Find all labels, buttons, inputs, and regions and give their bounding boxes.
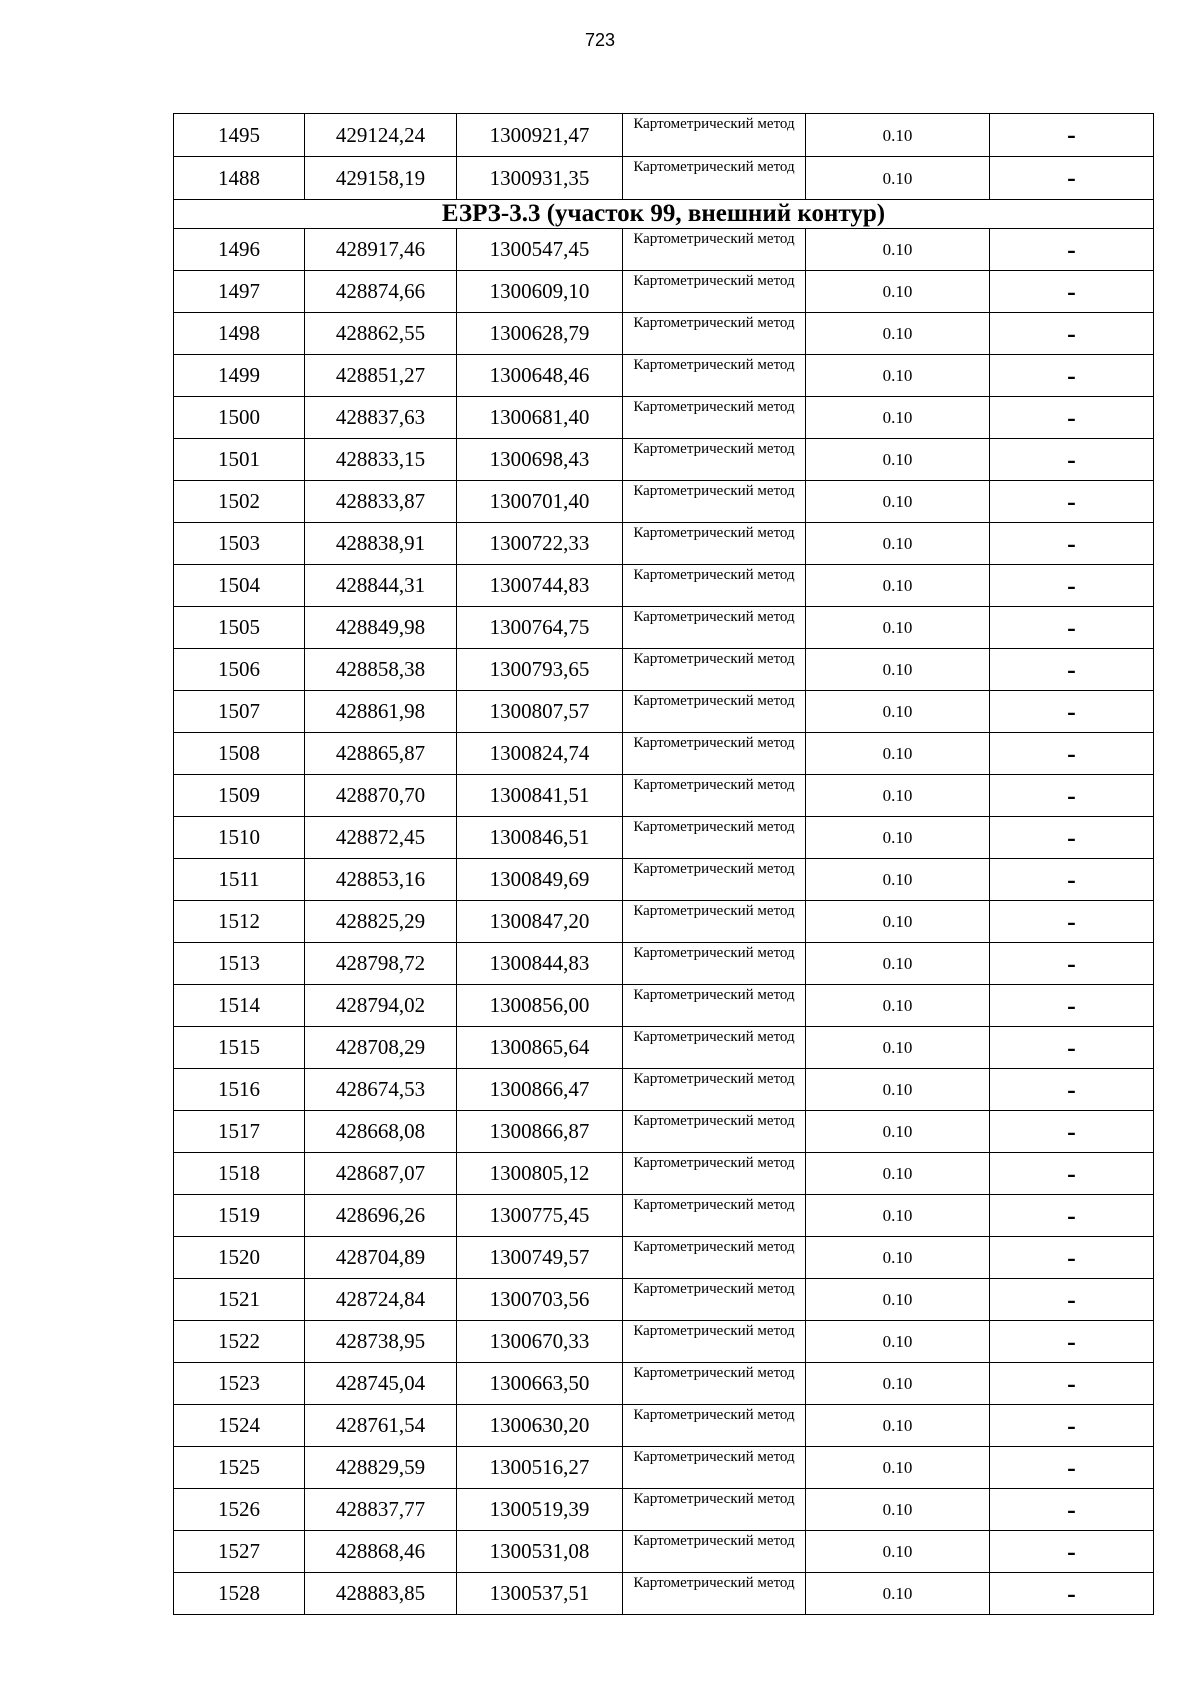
table-row (174, 1069, 1154, 1111)
note-cell: - (990, 271, 1154, 313)
note-cell: - (990, 565, 1154, 607)
note-cell: - (990, 1405, 1154, 1447)
y-coordinate-cell: 1300628,79 (457, 313, 623, 355)
accuracy-cell: 0.10 (806, 1447, 990, 1489)
note-cell: - (990, 229, 1154, 271)
method-cell: Картометрический метод (623, 733, 806, 775)
table-row (174, 859, 1154, 901)
table-row (174, 901, 1154, 943)
method-cell: Картометрический метод (623, 565, 806, 607)
method-cell: Картометрический метод (623, 1405, 806, 1447)
table-row (174, 523, 1154, 565)
accuracy-cell: 0.10 (806, 565, 990, 607)
x-coordinate-cell: 429158,19 (305, 157, 457, 200)
accuracy-cell: 0.10 (806, 481, 990, 523)
accuracy-cell: 0.10 (806, 1573, 990, 1615)
accuracy-cell: 0.10 (806, 775, 990, 817)
point-number-cell: 1500 (174, 397, 305, 439)
point-number-cell: 1501 (174, 439, 305, 481)
y-coordinate-cell: 1300793,65 (457, 649, 623, 691)
y-coordinate-cell: 1300516,27 (457, 1447, 623, 1489)
x-coordinate-cell: 428838,91 (305, 523, 457, 565)
page-number: 723 (584, 30, 616, 50)
method-cell: Картометрический метод (623, 649, 806, 691)
y-coordinate-cell: 1300701,40 (457, 481, 623, 523)
accuracy-cell: 0.10 (806, 1237, 990, 1279)
note-cell: - (990, 733, 1154, 775)
accuracy-cell: 0.10 (806, 607, 990, 649)
table-row (174, 1027, 1154, 1069)
x-coordinate-cell: 428794,02 (305, 985, 457, 1027)
y-coordinate-cell: 1300670,33 (457, 1321, 623, 1363)
method-cell: Картометрический метод (623, 775, 806, 817)
note-cell: - (990, 649, 1154, 691)
table-row (174, 1531, 1154, 1573)
method-cell: Картометрический метод (623, 481, 806, 523)
table-row (174, 817, 1154, 859)
table-row (174, 1363, 1154, 1405)
table-row (174, 1195, 1154, 1237)
note-cell: - (990, 1153, 1154, 1195)
x-coordinate-cell: 428865,87 (305, 733, 457, 775)
note-cell: - (990, 1111, 1154, 1153)
accuracy-cell: 0.10 (806, 901, 990, 943)
table-row (174, 1111, 1154, 1153)
x-coordinate-cell: 428851,27 (305, 355, 457, 397)
accuracy-cell: 0.10 (806, 1111, 990, 1153)
method-cell: Картометрический метод (623, 817, 806, 859)
method-cell: Картометрический метод (623, 313, 806, 355)
x-coordinate-cell: 428837,77 (305, 1489, 457, 1531)
table-section (174, 200, 1154, 229)
x-coordinate-cell: 428861,98 (305, 691, 457, 733)
point-number-cell: 1510 (174, 817, 305, 859)
method-cell: Картометрический метод (623, 1153, 806, 1195)
note-cell: - (990, 691, 1154, 733)
table-row (174, 1153, 1154, 1195)
x-coordinate-cell: 428687,07 (305, 1153, 457, 1195)
note-cell: - (990, 607, 1154, 649)
point-number-cell: 1503 (174, 523, 305, 565)
x-coordinate-cell: 428868,46 (305, 1531, 457, 1573)
point-number-cell: 1520 (174, 1237, 305, 1279)
note-cell: - (990, 355, 1154, 397)
note-cell: - (990, 1321, 1154, 1363)
x-coordinate-cell: 428862,55 (305, 313, 457, 355)
accuracy-cell: 0.10 (806, 1321, 990, 1363)
note-cell: - (990, 943, 1154, 985)
point-number-cell: 1496 (174, 229, 305, 271)
method-cell: Картометрический метод (623, 1237, 806, 1279)
point-number-cell: 1512 (174, 901, 305, 943)
note-cell: - (990, 313, 1154, 355)
table-row (174, 481, 1154, 523)
method-cell: Картометрический метод (623, 157, 806, 200)
x-coordinate-cell: 428872,45 (305, 817, 457, 859)
x-coordinate-cell: 429124,24 (305, 114, 457, 157)
method-cell: Картометрический метод (623, 397, 806, 439)
note-cell: - (990, 1069, 1154, 1111)
note-cell: - (990, 901, 1154, 943)
accuracy-cell: 0.10 (806, 1027, 990, 1069)
note-cell: - (990, 985, 1154, 1027)
accuracy-cell: 0.10 (806, 114, 990, 157)
point-number-cell: 1505 (174, 607, 305, 649)
y-coordinate-cell: 1300856,00 (457, 985, 623, 1027)
accuracy-cell: 0.10 (806, 1405, 990, 1447)
method-cell: Картометрический метод (623, 1489, 806, 1531)
point-number-cell: 1525 (174, 1447, 305, 1489)
accuracy-cell: 0.10 (806, 1195, 990, 1237)
method-cell: Картометрический метод (623, 691, 806, 733)
y-coordinate-cell: 1300921,47 (457, 114, 623, 157)
note-cell: - (990, 523, 1154, 565)
method-cell: Картометрический метод (623, 1573, 806, 1615)
note-cell: - (990, 1237, 1154, 1279)
note-cell: - (990, 1573, 1154, 1615)
point-number-cell: 1513 (174, 943, 305, 985)
table-row (174, 565, 1154, 607)
coordinates-table (173, 113, 1154, 1615)
method-cell: Картометрический метод (623, 1027, 806, 1069)
x-coordinate-cell: 428917,46 (305, 229, 457, 271)
y-coordinate-cell: 1300698,43 (457, 439, 623, 481)
table-row (174, 439, 1154, 481)
note-cell: - (990, 439, 1154, 481)
table-row (174, 114, 1154, 157)
accuracy-cell: 0.10 (806, 943, 990, 985)
y-coordinate-cell: 1300547,45 (457, 229, 623, 271)
point-number-cell: 1511 (174, 859, 305, 901)
accuracy-cell: 0.10 (806, 1069, 990, 1111)
accuracy-cell: 0.10 (806, 985, 990, 1027)
point-number-cell: 1527 (174, 1531, 305, 1573)
method-cell: Картометрический метод (623, 859, 806, 901)
accuracy-cell: 0.10 (806, 313, 990, 355)
y-coordinate-cell: 1300865,64 (457, 1027, 623, 1069)
method-cell: Картометрический метод (623, 229, 806, 271)
y-coordinate-cell: 1300764,75 (457, 607, 623, 649)
y-coordinate-cell: 1300847,20 (457, 901, 623, 943)
accuracy-cell: 0.10 (806, 733, 990, 775)
y-coordinate-cell: 1300805,12 (457, 1153, 623, 1195)
point-number-cell: 1498 (174, 313, 305, 355)
method-cell: Картометрический метод (623, 271, 806, 313)
method-cell: Картометрический метод (623, 439, 806, 481)
point-number-cell: 1518 (174, 1153, 305, 1195)
x-coordinate-cell: 428798,72 (305, 943, 457, 985)
point-number-cell: 1514 (174, 985, 305, 1027)
table-row (174, 1447, 1154, 1489)
accuracy-cell: 0.10 (806, 859, 990, 901)
point-number-cell: 1519 (174, 1195, 305, 1237)
point-number-cell: 1528 (174, 1573, 305, 1615)
table-row (174, 355, 1154, 397)
y-coordinate-cell: 1300846,51 (457, 817, 623, 859)
section-title: ЕЗРЗ-3.3 (участок 99, внешний контур) (174, 200, 1154, 229)
accuracy-cell: 0.10 (806, 1279, 990, 1321)
point-number-cell: 1506 (174, 649, 305, 691)
y-coordinate-cell: 1300663,50 (457, 1363, 623, 1405)
table-row (174, 943, 1154, 985)
point-number-cell: 1523 (174, 1363, 305, 1405)
method-cell: Картометрический метод (623, 1279, 806, 1321)
point-number-cell: 1515 (174, 1027, 305, 1069)
accuracy-cell: 0.10 (806, 229, 990, 271)
y-coordinate-cell: 1300931,35 (457, 157, 623, 200)
x-coordinate-cell: 428745,04 (305, 1363, 457, 1405)
point-number-cell: 1522 (174, 1321, 305, 1363)
y-coordinate-cell: 1300824,74 (457, 733, 623, 775)
accuracy-cell: 0.10 (806, 649, 990, 691)
y-coordinate-cell: 1300749,57 (457, 1237, 623, 1279)
accuracy-cell: 0.10 (806, 355, 990, 397)
point-number-cell: 1499 (174, 355, 305, 397)
x-coordinate-cell: 428874,66 (305, 271, 457, 313)
method-cell: Картометрический метод (623, 1111, 806, 1153)
method-cell: Картометрический метод (623, 1363, 806, 1405)
method-cell: Картометрический метод (623, 355, 806, 397)
table-row (174, 229, 1154, 271)
y-coordinate-cell: 1300630,20 (457, 1405, 623, 1447)
table-row (174, 1405, 1154, 1447)
method-cell: Картометрический метод (623, 1321, 806, 1363)
note-cell: - (990, 1447, 1154, 1489)
accuracy-cell: 0.10 (806, 439, 990, 481)
y-coordinate-cell: 1300807,57 (457, 691, 623, 733)
x-coordinate-cell: 428738,95 (305, 1321, 457, 1363)
point-number-cell: 1507 (174, 691, 305, 733)
x-coordinate-cell: 428870,70 (305, 775, 457, 817)
x-coordinate-cell: 428674,53 (305, 1069, 457, 1111)
point-number-cell: 1526 (174, 1489, 305, 1531)
y-coordinate-cell: 1300866,87 (457, 1111, 623, 1153)
point-number-cell: 1502 (174, 481, 305, 523)
x-coordinate-cell: 428883,85 (305, 1573, 457, 1615)
x-coordinate-cell: 428858,38 (305, 649, 457, 691)
point-number-cell: 1488 (174, 157, 305, 200)
note-cell: - (990, 1027, 1154, 1069)
point-number-cell: 1509 (174, 775, 305, 817)
table-row (174, 1321, 1154, 1363)
table-row (174, 1573, 1154, 1615)
method-cell: Картометрический метод (623, 114, 806, 157)
table-row (174, 1489, 1154, 1531)
x-coordinate-cell: 428696,26 (305, 1195, 457, 1237)
y-coordinate-cell: 1300519,39 (457, 1489, 623, 1531)
y-coordinate-cell: 1300681,40 (457, 397, 623, 439)
table-row (174, 157, 1154, 200)
method-cell: Картометрический метод (623, 1195, 806, 1237)
table-row (174, 985, 1154, 1027)
note-cell: - (990, 397, 1154, 439)
accuracy-cell: 0.10 (806, 157, 990, 200)
y-coordinate-cell: 1300841,51 (457, 775, 623, 817)
accuracy-cell: 0.10 (806, 817, 990, 859)
y-coordinate-cell: 1300866,47 (457, 1069, 623, 1111)
y-coordinate-cell: 1300609,10 (457, 271, 623, 313)
point-number-cell: 1495 (174, 114, 305, 157)
note-cell: - (990, 114, 1154, 157)
accuracy-cell: 0.10 (806, 691, 990, 733)
y-coordinate-cell: 1300775,45 (457, 1195, 623, 1237)
x-coordinate-cell: 428825,29 (305, 901, 457, 943)
y-coordinate-cell: 1300844,83 (457, 943, 623, 985)
x-coordinate-cell: 428668,08 (305, 1111, 457, 1153)
point-number-cell: 1517 (174, 1111, 305, 1153)
method-cell: Картометрический метод (623, 1447, 806, 1489)
table-row (174, 691, 1154, 733)
y-coordinate-cell: 1300648,46 (457, 355, 623, 397)
accuracy-cell: 0.10 (806, 523, 990, 565)
accuracy-cell: 0.10 (806, 1153, 990, 1195)
method-cell: Картометрический метод (623, 901, 806, 943)
note-cell: - (990, 859, 1154, 901)
x-coordinate-cell: 428761,54 (305, 1405, 457, 1447)
table-row (174, 397, 1154, 439)
table-row (174, 1279, 1154, 1321)
method-cell: Картометрический метод (623, 985, 806, 1027)
note-cell: - (990, 775, 1154, 817)
x-coordinate-cell: 428849,98 (305, 607, 457, 649)
x-coordinate-cell: 428844,31 (305, 565, 457, 607)
table-row (174, 607, 1154, 649)
point-number-cell: 1524 (174, 1405, 305, 1447)
table-body-before (174, 114, 1154, 200)
note-cell: - (990, 481, 1154, 523)
x-coordinate-cell: 428833,15 (305, 439, 457, 481)
accuracy-cell: 0.10 (806, 1531, 990, 1573)
x-coordinate-cell: 428708,29 (305, 1027, 457, 1069)
accuracy-cell: 0.10 (806, 271, 990, 313)
note-cell: - (990, 1531, 1154, 1573)
note-cell: - (990, 817, 1154, 859)
note-cell: - (990, 157, 1154, 200)
table-row (174, 1237, 1154, 1279)
y-coordinate-cell: 1300537,51 (457, 1573, 623, 1615)
table-row (174, 649, 1154, 691)
x-coordinate-cell: 428829,59 (305, 1447, 457, 1489)
y-coordinate-cell: 1300703,56 (457, 1279, 623, 1321)
method-cell: Картометрический метод (623, 523, 806, 565)
x-coordinate-cell: 428837,63 (305, 397, 457, 439)
point-number-cell: 1508 (174, 733, 305, 775)
table-row (174, 733, 1154, 775)
method-cell: Картометрический метод (623, 607, 806, 649)
accuracy-cell: 0.10 (806, 1489, 990, 1531)
note-cell: - (990, 1279, 1154, 1321)
table-row (174, 271, 1154, 313)
x-coordinate-cell: 428833,87 (305, 481, 457, 523)
method-cell: Картометрический метод (623, 943, 806, 985)
x-coordinate-cell: 428704,89 (305, 1237, 457, 1279)
point-number-cell: 1516 (174, 1069, 305, 1111)
table-row (174, 313, 1154, 355)
accuracy-cell: 0.10 (806, 1363, 990, 1405)
x-coordinate-cell: 428724,84 (305, 1279, 457, 1321)
section-header-row (174, 200, 1154, 229)
table-row (174, 775, 1154, 817)
y-coordinate-cell: 1300744,83 (457, 565, 623, 607)
point-number-cell: 1497 (174, 271, 305, 313)
table-body-after (174, 229, 1154, 1615)
y-coordinate-cell: 1300722,33 (457, 523, 623, 565)
note-cell: - (990, 1363, 1154, 1405)
y-coordinate-cell: 1300531,08 (457, 1531, 623, 1573)
note-cell: - (990, 1195, 1154, 1237)
point-number-cell: 1521 (174, 1279, 305, 1321)
method-cell: Картометрический метод (623, 1069, 806, 1111)
x-coordinate-cell: 428853,16 (305, 859, 457, 901)
method-cell: Картометрический метод (623, 1531, 806, 1573)
accuracy-cell: 0.10 (806, 397, 990, 439)
y-coordinate-cell: 1300849,69 (457, 859, 623, 901)
point-number-cell: 1504 (174, 565, 305, 607)
note-cell: - (990, 1489, 1154, 1531)
